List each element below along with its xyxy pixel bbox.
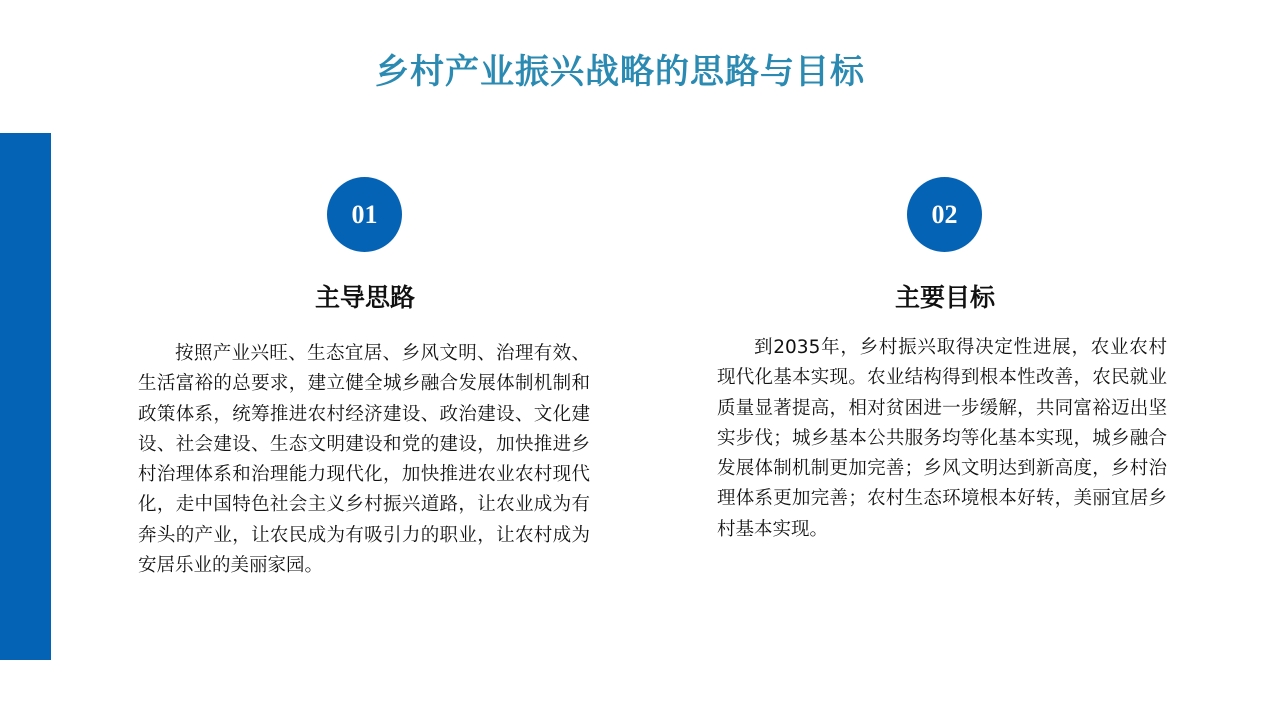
side-accent-bar (0, 133, 51, 660)
section-heading-main-goals: 主要目标 (894, 283, 995, 312)
slide-title: 乡村产业振兴战略的思路与目标 (375, 52, 865, 92)
section-number-badge-01: 01 (327, 177, 402, 252)
section-heading-guiding-idea: 主导思路 (314, 283, 415, 312)
section-number-badge-02: 02 (907, 177, 982, 252)
section-body-guiding-idea: 按照产业兴旺、生态宜居、乡风文明、治理有效、生活富裕的总要求，建立健全城乡融合发展体制机制和政策体系，统筹推进农村经济建设、政治建设、文化建设、社会建设、生态文明建设和党的建设，加快推进乡村治理体系和治理能力现代化，加快推进农业农村现代化，走中国特色社会主义乡村振兴道路，让农业成为有奔头的产业，让农民成为有吸引力的职业，让农村成为安居乐业的美丽家园。 (138, 343, 590, 577)
section-body-main-goals: 到2035年，乡村振兴取得决定性进展，农业农村现代化基本实现。农业结构得到根本性改善，农民就业质量显著提高，相对贫困进一步缓解，共同富裕迈出坚实步伐；城乡基本公共服务均等化基本实现，城乡融合发展体制机制更加完善；乡风文明达到新高度，乡村治理体系更加完善；农村生态环境根本好转，美丽宜居乡村基本实现。 (717, 337, 1167, 540)
